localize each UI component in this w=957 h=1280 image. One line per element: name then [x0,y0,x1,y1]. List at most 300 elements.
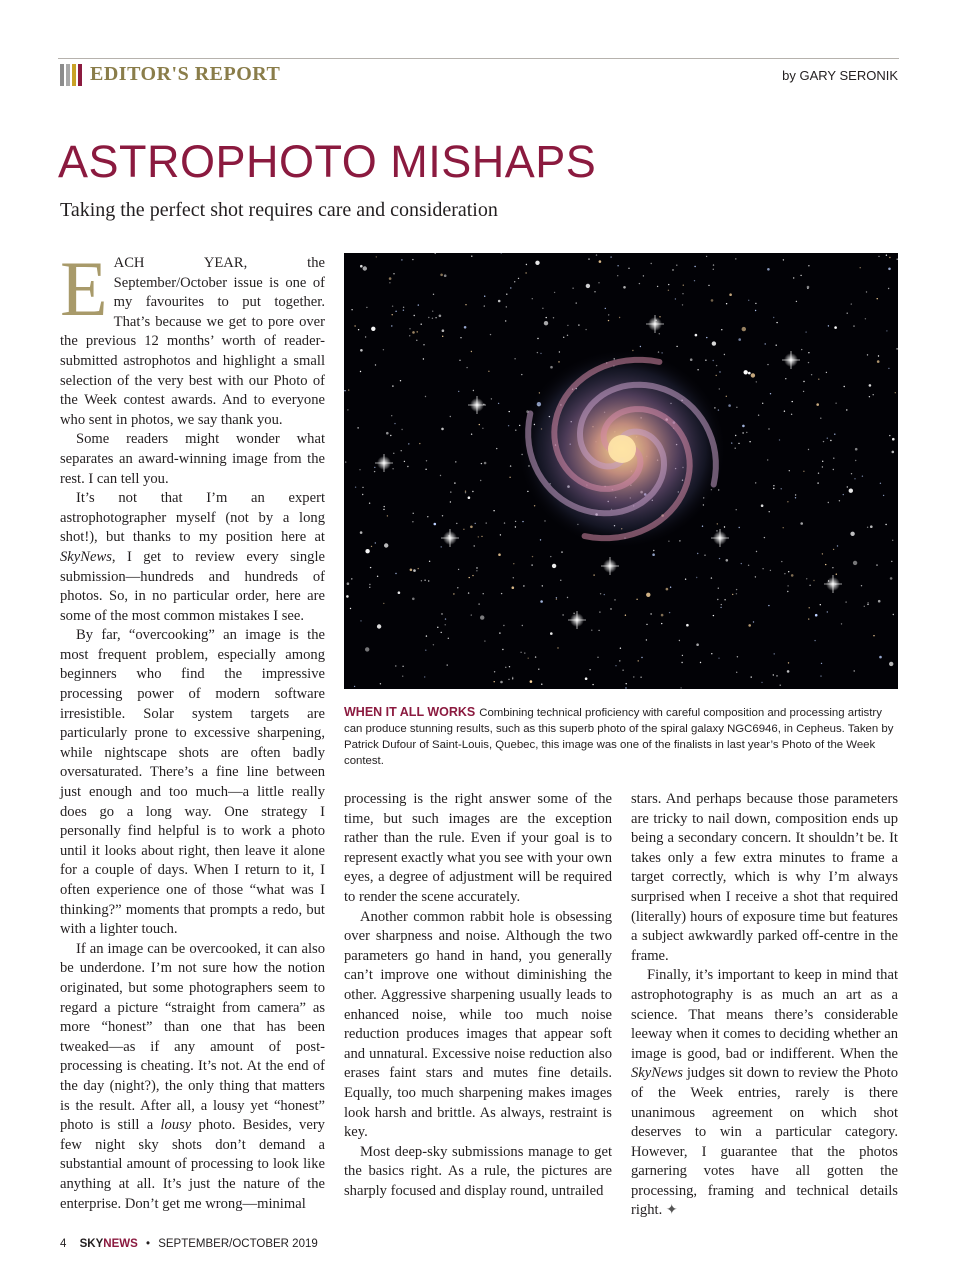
star [554,292,555,293]
star [633,676,634,677]
star [702,526,703,527]
star [496,448,497,449]
star [506,294,507,295]
star [441,613,442,614]
star [384,543,388,547]
star [391,325,392,326]
star [751,373,755,377]
star [537,338,538,339]
issue-date: SEPTEMBER/OCTOBER 2019 [158,1238,318,1250]
star [742,432,743,433]
brand-sky: SKY [79,1238,104,1250]
star [780,685,781,686]
star [414,315,415,316]
star [515,521,516,522]
star [889,257,890,258]
star [668,541,669,542]
star [432,318,433,319]
paragraph-text: judges sit down to review the Photo of the Week entries, rarely is there unanimous agreement on which shot deserves to win a particular category. However, I guarantee that the photos garnering votes have all gotten the processing, framing and technical details right. [631,1065,898,1219]
star [796,301,797,302]
star [562,614,563,615]
star [783,527,784,528]
star [515,430,516,431]
star [535,261,539,265]
star [813,580,814,581]
star [366,307,367,308]
star [494,681,495,682]
star [471,256,472,257]
star [708,285,709,286]
star [567,597,568,598]
star [850,532,854,536]
star [713,615,714,616]
star [704,555,705,556]
star [509,411,510,412]
star [541,684,542,685]
color-bar [72,64,76,86]
star [736,672,737,673]
star [474,545,475,546]
star [468,592,469,593]
star [818,379,819,380]
star [427,516,428,517]
star [513,563,514,564]
star [800,275,801,276]
star [847,313,848,314]
star [670,587,671,588]
star [679,640,680,641]
star [748,624,751,627]
star [392,385,393,386]
star [836,574,837,575]
star [646,639,647,640]
star [412,259,413,260]
star [360,349,363,352]
star [640,677,641,678]
star [873,394,874,395]
star [387,515,388,516]
star [625,615,626,616]
star [784,411,785,412]
star [849,489,853,493]
star [833,549,834,550]
star [756,381,757,382]
star [421,324,422,325]
star [450,416,451,417]
color-bar [78,64,82,86]
star [512,586,515,589]
star [594,291,595,292]
star [454,482,455,483]
star [761,504,764,507]
star [867,354,868,355]
star [682,304,683,305]
star [481,536,482,537]
star [896,348,897,349]
magazine-name: SkyNews [60,548,112,565]
header-rule [58,58,899,59]
star [736,589,737,590]
star [383,603,384,604]
star [470,526,473,529]
star [748,565,749,566]
star [433,644,434,645]
star [726,303,727,304]
star [410,569,413,572]
star [508,679,509,680]
star [834,326,837,329]
star [521,374,522,375]
star [749,441,750,442]
star [792,401,793,402]
star [588,258,589,259]
star [383,509,384,510]
star [344,390,345,391]
star [522,625,523,626]
star [471,351,472,352]
star [518,278,519,279]
star [666,588,669,591]
star [423,358,424,359]
star [751,676,752,677]
caption-text: Combining technical proficiency with careful composition and processing artistry can produce stunning results, such as this superb photo of the spiral galaxy NGC6946, in Cepheus. Taken by Patrick Dufour of Saint-Louis, Quebec, this image was one of the finalists in last year’s Photo of the Week contest. [344,707,894,767]
star [386,432,389,435]
star [429,561,430,562]
star [808,362,809,363]
star [445,618,446,619]
star [510,287,511,288]
star [886,330,887,331]
star [589,669,590,670]
star [676,265,677,266]
star [888,288,889,289]
star [866,291,867,292]
star [471,434,472,435]
star [486,522,487,523]
star [659,316,660,317]
star [513,577,514,578]
star [491,398,492,399]
star [885,524,886,525]
star [646,624,647,625]
star [650,613,651,614]
star [728,404,731,407]
star [442,515,443,516]
star [817,482,818,483]
star [711,653,712,654]
star [421,580,422,581]
magazine-name: SkyNews [631,1065,683,1082]
star [441,428,444,431]
star [809,607,810,608]
star [458,391,459,392]
star [459,360,460,361]
star [784,573,785,574]
star [719,371,720,372]
star [643,275,644,276]
star [464,326,467,329]
star [742,327,746,331]
star [550,632,553,635]
star [614,599,615,600]
star [351,309,352,310]
star [755,310,756,311]
star [597,657,598,658]
star [546,317,547,318]
star [823,441,824,442]
star [465,492,466,493]
star [636,599,637,600]
star [886,255,887,256]
star [610,256,611,257]
star [878,355,879,356]
star [877,360,880,363]
star [351,578,352,579]
star [851,303,852,304]
star [585,329,586,330]
paragraph [60,245,325,430]
star [556,599,557,600]
star [348,389,349,390]
star [371,546,372,547]
star [390,435,391,436]
star [369,503,370,504]
star [639,283,640,284]
star [578,324,579,325]
star [403,310,404,311]
star [800,522,803,525]
star [696,643,699,646]
star [417,331,418,332]
star [764,537,765,538]
star [820,675,821,676]
star [821,663,822,664]
star [716,375,717,376]
star [441,632,442,633]
star [737,656,738,657]
star [738,338,741,341]
star [841,623,842,624]
star [820,604,821,605]
star [553,317,554,318]
star [552,564,556,568]
star [370,567,371,568]
star [787,591,788,592]
star [846,409,847,410]
star [472,575,473,576]
star [672,269,673,270]
star [505,667,506,668]
star [826,372,827,373]
paragraph: By far, “overcooking” an image is the most frequent problem, especially among beginners who find the impressive processing power of modern software irresistible. Solar system targets are particularly prone to excessive sharpening, while nightscape shots are often badly oversaturated. There’s a fine line between just enough and too much—a little really does go a long way. One strategy I personally find helpful is to work a photo until it looks about right, then leave it alone for a couple of days. When I return to it, I often experience one of those “what was I thinking?” moments that prompts a redo, but with a lighter touch. [60,627,325,938]
star [889,662,893,666]
star [828,325,829,326]
star [478,603,479,604]
star [779,439,780,440]
star [717,599,718,600]
star [837,545,838,546]
star [498,300,501,303]
star [657,286,658,287]
star [646,593,650,597]
star [713,264,714,265]
star [484,305,485,306]
star [680,687,681,688]
star [768,605,769,606]
star [724,599,725,600]
star [713,269,714,270]
star [853,561,857,565]
photo-caption [344,704,898,769]
star [426,460,427,461]
star [412,331,415,334]
star [767,364,768,365]
star [697,369,698,370]
star [440,475,441,476]
star [686,624,689,627]
star [867,527,868,528]
star [465,491,466,492]
star [809,585,810,586]
star [718,658,719,659]
star [681,662,682,663]
star [402,676,403,677]
star [354,686,355,687]
star [695,334,698,337]
separator: • [145,1238,150,1250]
star [560,580,561,581]
star [424,580,425,581]
star [758,415,759,416]
star [599,260,602,263]
star [567,335,568,336]
star [834,434,835,435]
star [623,286,626,289]
star [615,665,616,666]
star [861,585,862,586]
star [444,274,447,277]
star [748,300,749,301]
star [756,551,757,552]
star [393,273,394,274]
star [787,501,788,502]
star [391,415,392,416]
star [537,352,538,353]
star [502,649,503,650]
star [362,487,363,488]
star [600,593,601,594]
star [532,556,533,557]
star [466,367,467,368]
star [833,458,834,459]
star [509,477,510,478]
star [531,564,532,565]
star [401,429,402,430]
star [787,670,790,673]
star [500,681,503,684]
star [418,304,419,305]
star [814,640,815,641]
star [785,378,786,379]
star [556,597,557,598]
star [716,365,717,366]
star [365,336,366,337]
drop-cap: E [60,245,108,332]
star [889,435,890,436]
star [592,684,593,685]
star [401,450,402,451]
star [781,488,782,489]
star [855,448,858,451]
star [726,396,727,397]
star [832,567,833,568]
star [883,495,884,496]
star [478,536,479,537]
star [563,337,564,338]
star [659,333,660,334]
star [892,540,893,541]
star [428,580,429,581]
star [480,615,484,619]
star [428,317,429,318]
star [483,593,484,594]
star [755,303,756,304]
star [895,392,896,393]
star [515,526,516,527]
star [843,494,844,495]
star [395,665,396,666]
paragraph-text: , I get to review every single submission—hundreds and hundreds of photos. So, in no particular order, here are some of the most common mistakes I see. [60,548,325,624]
star [567,325,568,326]
star [345,461,346,462]
star [544,520,545,521]
star [867,602,868,603]
star [534,505,535,506]
star [724,354,725,355]
paragraph [60,940,325,1214]
star [550,366,553,369]
star [774,653,775,654]
star [816,403,819,406]
star [735,435,736,436]
star [805,331,806,332]
star [833,469,834,470]
star [484,296,485,297]
star [395,311,396,312]
star [450,491,451,492]
star [773,674,774,675]
star [697,553,698,554]
star [879,656,882,659]
star [803,391,804,392]
star [550,556,551,557]
star [755,576,756,577]
star [346,595,349,598]
star [400,380,401,381]
star [412,598,415,601]
star [540,539,541,540]
star [484,462,487,465]
star [762,403,763,404]
section-label: EDITOR'S REPORT [90,63,281,85]
star [682,655,683,656]
star [855,460,856,461]
star [736,407,737,408]
star [357,427,358,428]
star [762,568,763,569]
star [360,265,363,268]
star [682,293,683,294]
